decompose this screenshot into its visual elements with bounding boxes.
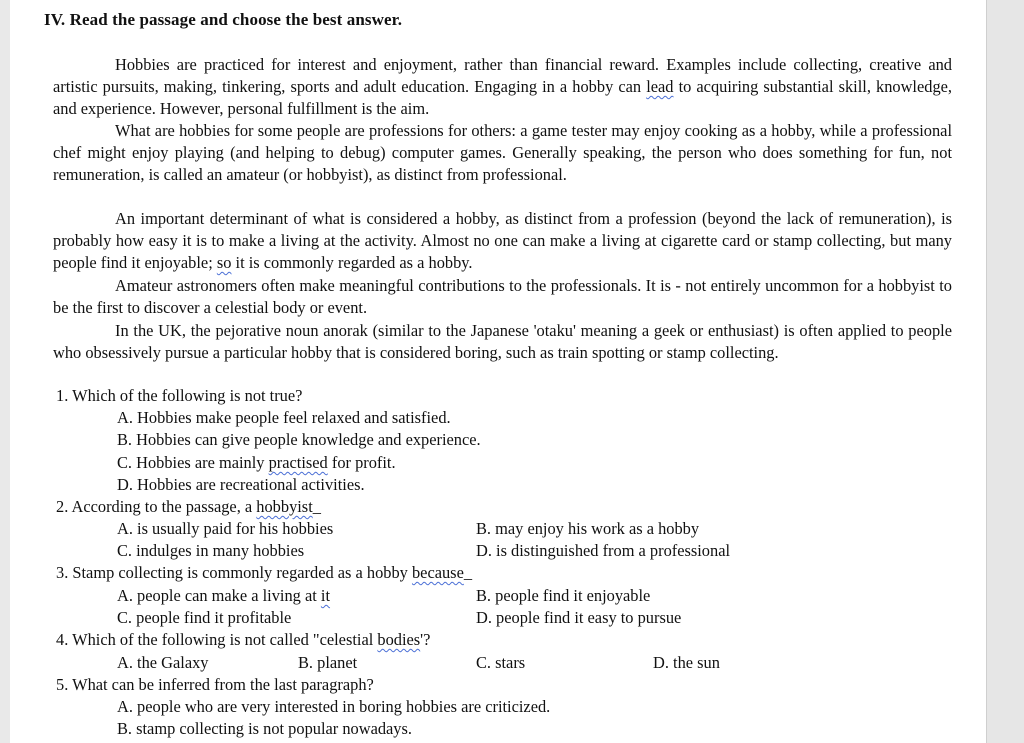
paragraph-5-text: In the UK, the pejorative noun anorak (similar to the Japanese 'otaku' meaning a geek or enthusiast) is often applied to people who obsessively pursue a particular hobby that is considered boring, such as train spotting or stamp collecting. bbox=[53, 321, 952, 362]
spellcheck-flag[interactable]: practised bbox=[268, 453, 328, 472]
question-1-option-d: D. Hobbies are recreational activities. bbox=[117, 475, 365, 494]
stem-blank: _ bbox=[312, 497, 321, 516]
question-1-stem: 1. Which of the following is not true? bbox=[56, 386, 303, 405]
paragraph-4-text: Amateur astronomers often make meaningful contributions to the professionals. It is - not entirely uncommon for a hobbyist to be the first to discover a celestial body or event. bbox=[53, 276, 952, 317]
stem-text-pre: 3. Stamp collecting is commonly regarded as a hobby bbox=[56, 563, 412, 582]
paragraph-3-text-b: it is commonly regarded as a hobby. bbox=[231, 253, 473, 272]
question-4-option-d: D. the sun bbox=[653, 653, 720, 672]
question-4-option-c: C. stars bbox=[476, 653, 526, 672]
question-1-option-c bbox=[117, 452, 396, 474]
option-c-text-post: for profit. bbox=[327, 453, 396, 472]
question-2-stem bbox=[56, 496, 321, 518]
question-1-option-b: B. Hobbies can give people knowledge and experience. bbox=[117, 430, 481, 449]
passage-paragraph-1 bbox=[53, 54, 952, 120]
question-1-option-a: A. Hobbies make people feel relaxed and satisfied. bbox=[117, 408, 451, 427]
question-2-option-c: C. indulges in many hobbies bbox=[117, 541, 305, 560]
stem-text-pre: 2. According to the passage, a bbox=[56, 497, 257, 516]
paragraph-1-text-b: to acquiring substantial skill, knowledge, and experience. However, personal fulfillment is the aim. bbox=[53, 77, 953, 118]
scrollbar-track[interactable] bbox=[986, 0, 1024, 743]
question-4-stem bbox=[56, 629, 430, 651]
question-5-stem: 5. What can be inferred from the last paragraph? bbox=[56, 675, 374, 694]
spellcheck-flag[interactable]: lead bbox=[646, 77, 674, 96]
question-4-option-a: A. the Galaxy bbox=[117, 653, 209, 672]
passage-paragraph-3 bbox=[53, 208, 952, 274]
question-2-option-a: A. is usually paid for his hobbies bbox=[117, 519, 334, 538]
passage-paragraph-2 bbox=[53, 120, 952, 186]
spellcheck-flag[interactable]: because bbox=[411, 563, 464, 582]
section-title: IV. Read the passage and choose the best answer. bbox=[44, 10, 403, 29]
stem-text-post: '? bbox=[420, 630, 431, 649]
question-3-option-b: B. people find it enjoyable bbox=[476, 586, 651, 605]
paragraph-2-text: What are hobbies for some people are professions for others: a game tester may enjoy cooking as a hobby, while a professional chef might enjoy playing (and helping to debug) computer games. Generally speaking, the person who does something for fun, not remuneration, is called an amateur (or hobbyist), as distinct from professional. bbox=[53, 121, 952, 184]
question-3-option-c: C. people find it profitable bbox=[117, 608, 292, 627]
stem-blank: _ bbox=[463, 563, 473, 582]
question-5-option-b: B. stamp collecting is not popular nowadays. bbox=[117, 719, 412, 738]
paragraph-1-text-a: Hobbies are practiced for interest and enjoyment, rather than financial reward. Examples include collecting, creative and artistic pursuits, making, tinkering, sports and adult education. Engaging in a hobby can bbox=[53, 55, 952, 96]
spellcheck-flag[interactable]: so bbox=[216, 253, 232, 272]
question-2-option-d: D. is distinguished from a professional bbox=[476, 541, 731, 560]
question-3-stem bbox=[56, 562, 472, 584]
question-5-option-a: A. people who are very interested in boring hobbies are criticized. bbox=[117, 697, 551, 716]
spellcheck-flag[interactable]: hobbyist bbox=[256, 497, 313, 516]
question-3-option-a bbox=[117, 585, 330, 607]
passage-paragraph-5 bbox=[53, 320, 952, 364]
stem-text-pre: 4. Which of the following is not called "celestial bbox=[56, 630, 378, 649]
question-4-option-b: B. planet bbox=[298, 653, 358, 672]
option-a-text-pre: A. people can make a living at bbox=[117, 586, 321, 605]
spellcheck-flag[interactable]: it bbox=[320, 586, 331, 605]
spellcheck-flag[interactable]: bodies bbox=[377, 630, 421, 649]
option-c-text-pre: C. Hobbies are mainly bbox=[117, 453, 269, 472]
question-3-option-d: D. people find it easy to pursue bbox=[476, 608, 682, 627]
passage-paragraph-4 bbox=[53, 275, 952, 319]
question-2-option-b: B. may enjoy his work as a hobby bbox=[476, 519, 700, 538]
paragraph-3-text-a: An important determinant of what is considered a hobby, as distinct from a profession (beyond the lack of remuneration), is probably how easy it is to make a living at the activity. Almost no one can make a living at cigarette card or stamp collecting, but many people find it enjoyable; bbox=[53, 209, 952, 272]
